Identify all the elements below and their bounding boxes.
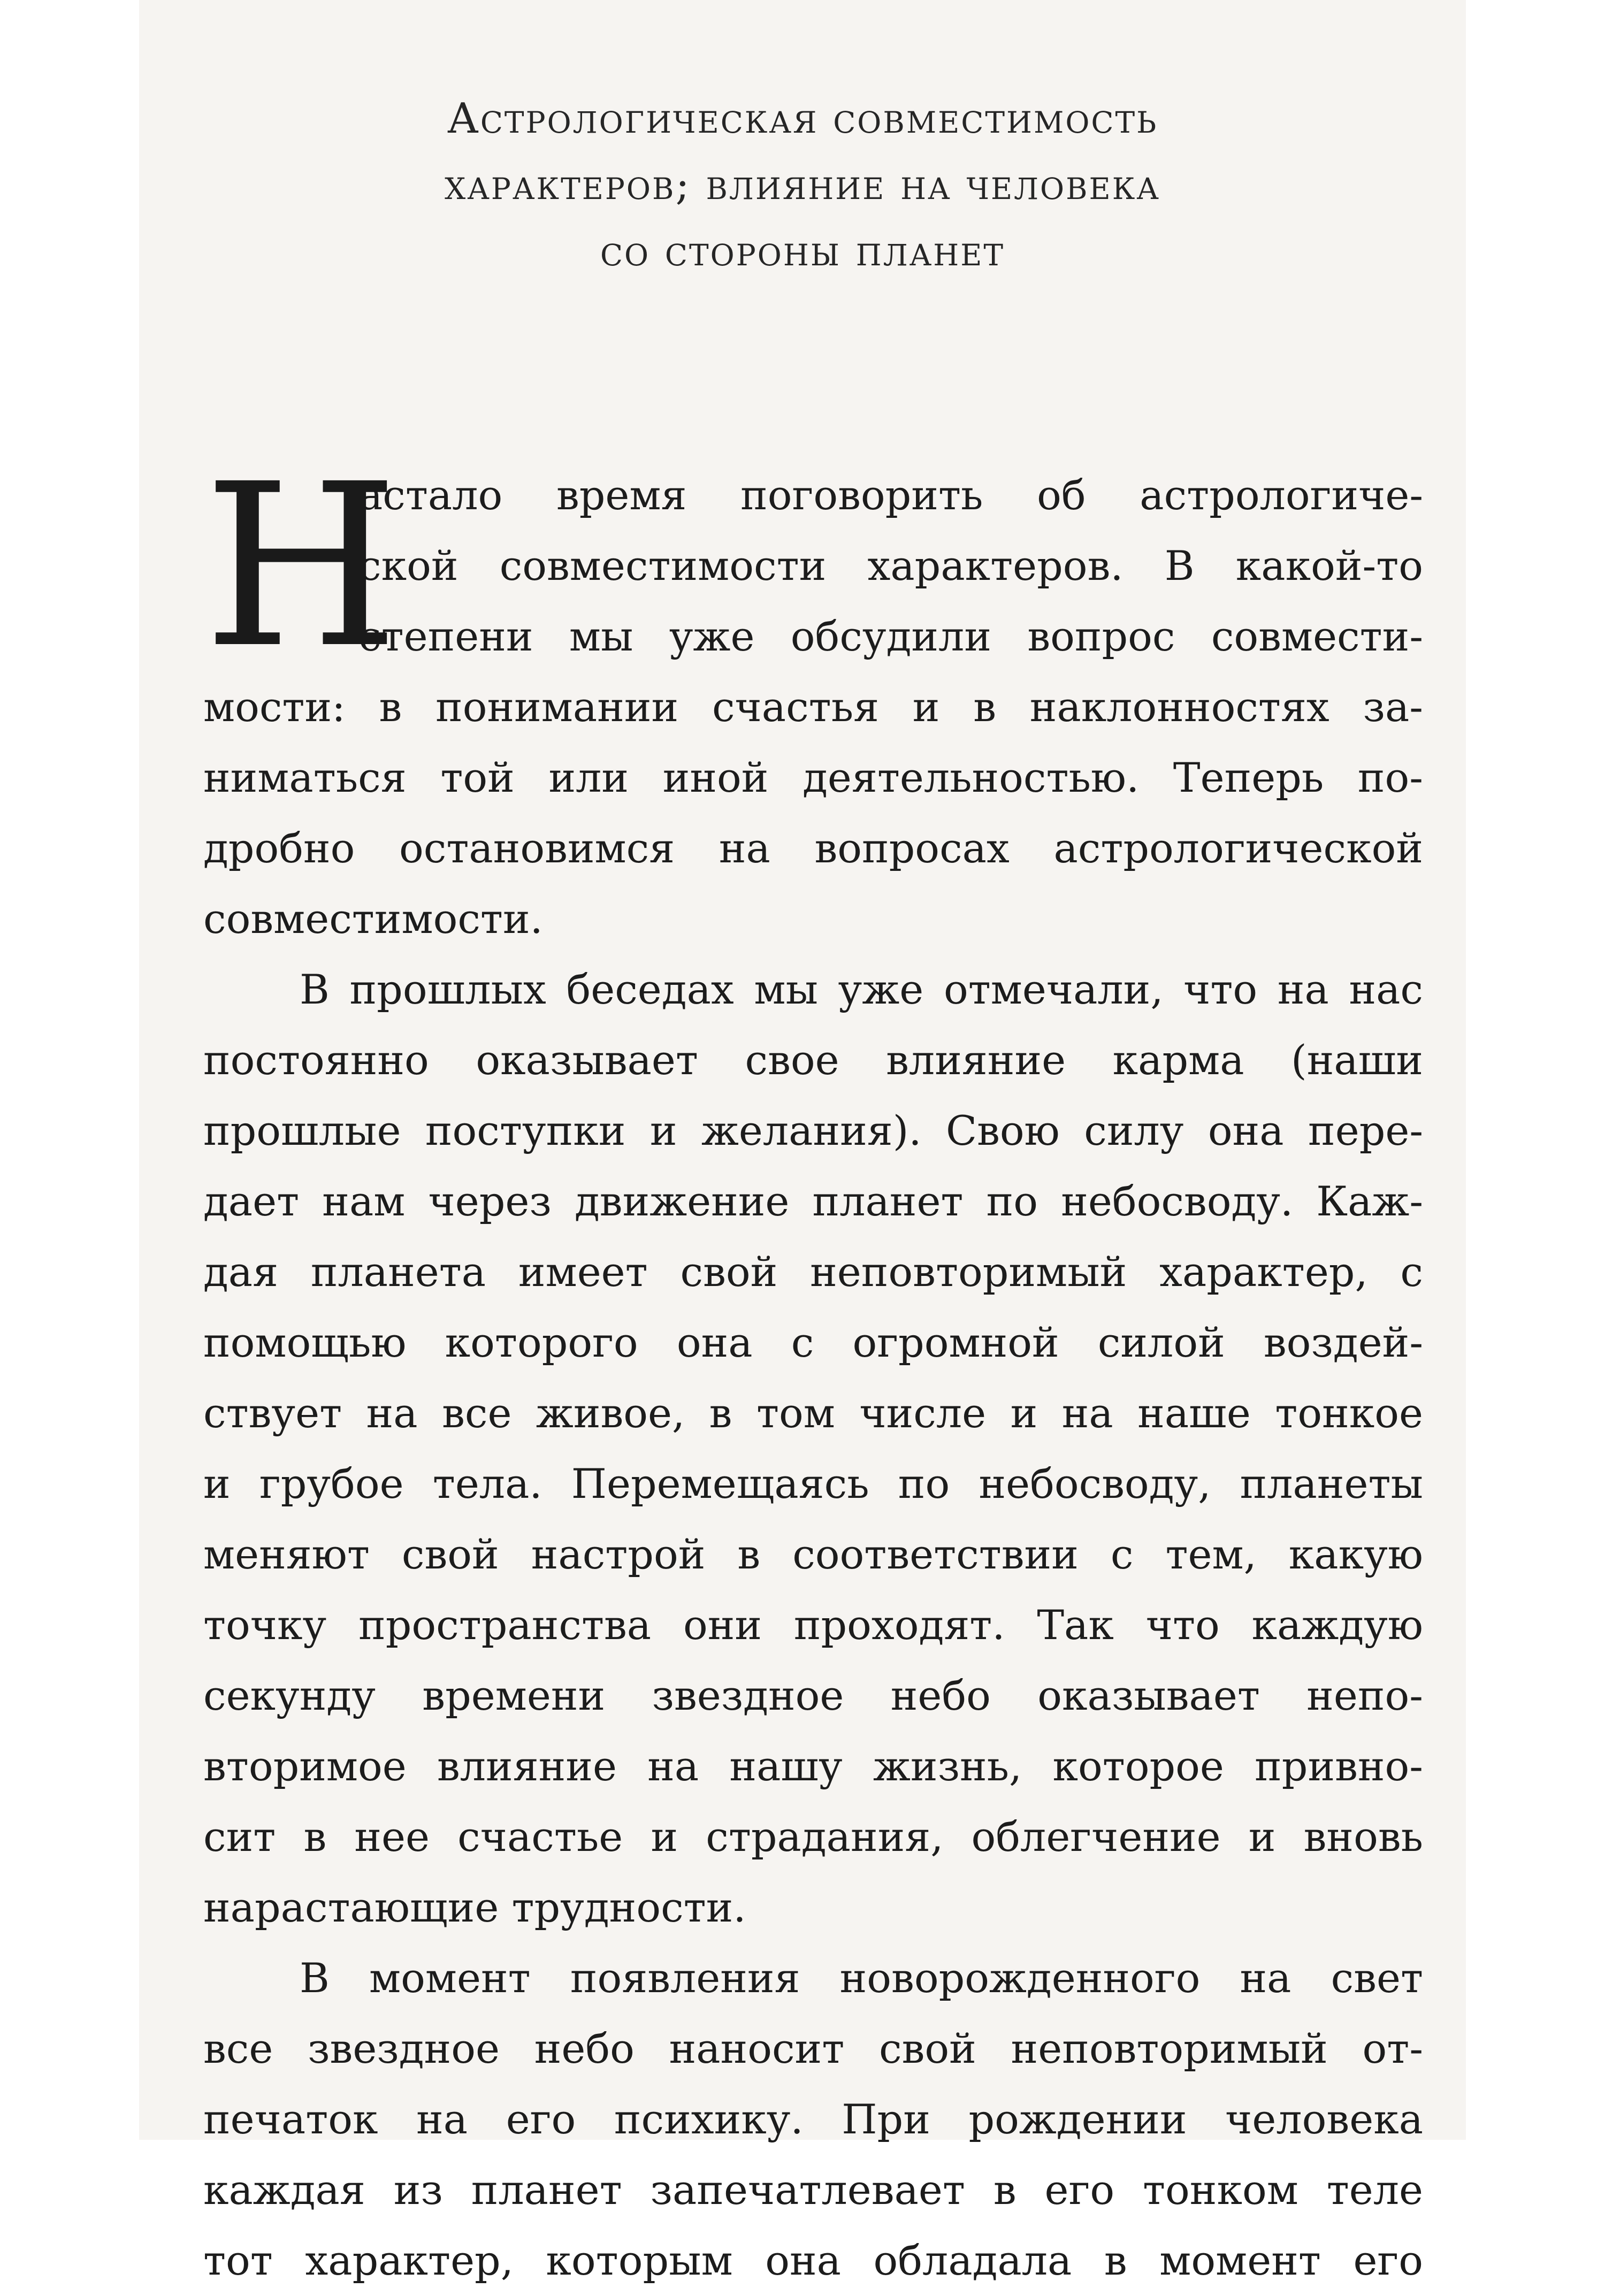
text-line: ниматься той или иной деятельностью. Теперь по- <box>203 754 1423 801</box>
body-text <box>203 436 1423 2296</box>
text-line: секунду времени звездное небо оказывает непо- <box>203 1672 1423 1719</box>
text-line: В момент появления новорожденного на свет <box>300 1954 1423 2002</box>
text-line: степени мы уже обсудили вопрос совмести- <box>358 613 1423 660</box>
drop-cap: Н <box>203 436 400 698</box>
book-page <box>139 0 1466 2284</box>
text-line: помощью которого она с огромной силой воздей- <box>203 1319 1423 1366</box>
text-line: астало время поговорить об астрологиче- <box>358 471 1423 519</box>
text-line: точку пространства они проходят. Так что каждую <box>203 1601 1423 1649</box>
text-line: меняют свой настрой в соответствии с тем, какую <box>203 1530 1423 1578</box>
text-line: дая планета имеет свой неповторимый характер, с <box>203 1248 1423 1296</box>
text-line: тот характер, которым она обладала в момент его <box>203 2237 1423 2284</box>
text-line: нарастающие трудности. <box>203 1884 746 1931</box>
text-line: мости: в понимании счастья и в наклонностях за- <box>203 683 1423 731</box>
text-line: ствует на все живое, в том числе и на наше тонкое <box>203 1389 1423 1437</box>
paragraph-2 <box>203 954 1423 1943</box>
text-line: В прошлых беседах мы уже отмечали, что на нас <box>300 966 1423 1013</box>
paragraph-3 <box>203 1943 1423 2296</box>
heading-line-1: Астрологическая совместимость <box>447 95 1158 143</box>
text-line: и грубое тела. Перемещаясь по небосводу, планеты <box>203 1460 1423 1507</box>
text-line: печаток на его психику. При рождении человека <box>203 2095 1423 2143</box>
text-line: ской совместимости характеров. В какой-то <box>358 542 1423 590</box>
text-line: постоянно оказывает свое влияние карма (наши <box>203 1036 1423 1084</box>
text-line: дает нам через движение планет по небосводу. Каж- <box>203 1177 1423 1225</box>
chapter-heading <box>139 86 1466 285</box>
heading-line-2: характеров; влияние на человека <box>445 161 1160 209</box>
text-line: все звездное небо наносит свой неповторимый от- <box>203 2025 1423 2072</box>
text-line: вторимое влияние на нашу жизнь, которое привно- <box>203 1742 1423 1790</box>
text-line: совместимости. <box>203 895 543 943</box>
text-line: сит в нее счастье и страдания, облегчение и вновь <box>203 1813 1423 1861</box>
heading-line-3: со стороны планет <box>600 227 1005 275</box>
text-line: дробно остановимся на вопросах астрологической <box>203 824 1423 872</box>
text-line: прошлые поступки и желания). Свою силу она пере- <box>203 1107 1423 1154</box>
text-line: каждая из планет запечатлевает в его тонком теле <box>203 2166 1423 2214</box>
